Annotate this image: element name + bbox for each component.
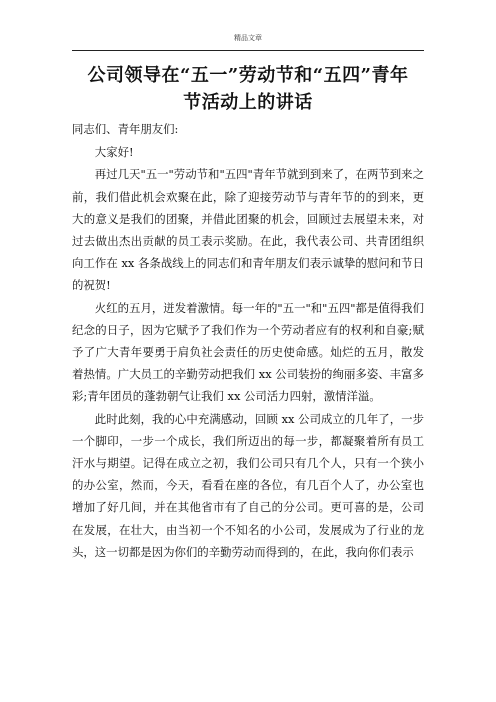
title-line-2: 节活动上的讲话 [183, 92, 313, 113]
paragraph-3: 此时此刻，我的心中充满感动，回顾 xx 公司成立的几年了，一步一个脚印，一步一个成长，我们所迈出的每一步，都凝聚着所有员工汗水与期望。记得在成立之初，我们公司只有几个人，只有一个狭小的办公室，然而，今天，看看在座的各位，有几百个人了，办公室也增加了好几间，并在其他省市有了自己的分公司。更可喜的是，公司在发展，在壮大，由当初一个不知名的小公司，发展成为了行业的龙头，这一切都是因为你们的辛勤劳动而得到的，在此，我向你们表示 [72, 411, 424, 559]
salutation: 同志们、青年朋友们: [72, 122, 179, 136]
document-title [62, 62, 434, 116]
paragraph-1: 再过几天"五一"劳动节和"五四"青年节就到到来了，在两节到来之前，我们借此机会欢聚在此，除了迎接劳动节与青年节的的到来，更大的意义是我们的团聚，并借此团聚的机会，回顾过去展望未来，对过去做出杰出贡献的员工表示奖励。在此，我代表公司、共青团组织向工作在 xx 各条战线上的同志们和青年朋友们表示诚挚的慰问和节日的祝贺! [72, 167, 424, 293]
greeting: 大家好! [94, 145, 134, 160]
title-line-1: 公司领导在“五一”劳动节和“五四”青年 [87, 65, 409, 86]
document-body [72, 118, 424, 563]
paragraph-2: 火红的五月，迸发着激情。每一年的"五一"和"五四"都是值得我们纪念的日子，因为它赋予了我们作为一个劳动者应有的权利和自豪;赋予了广大青年要勇于肩负社会责任的历史使命感。灿烂的五月，散发着热情。广大员工的辛勤劳动把我们 xx 公司装扮的绚丽多姿、丰富多彩;青年团员的蓬勃朝气让我们 xx 公司活力四射，激情洋溢。 [72, 300, 424, 404]
page-header: 精品文章 [72, 30, 424, 51]
